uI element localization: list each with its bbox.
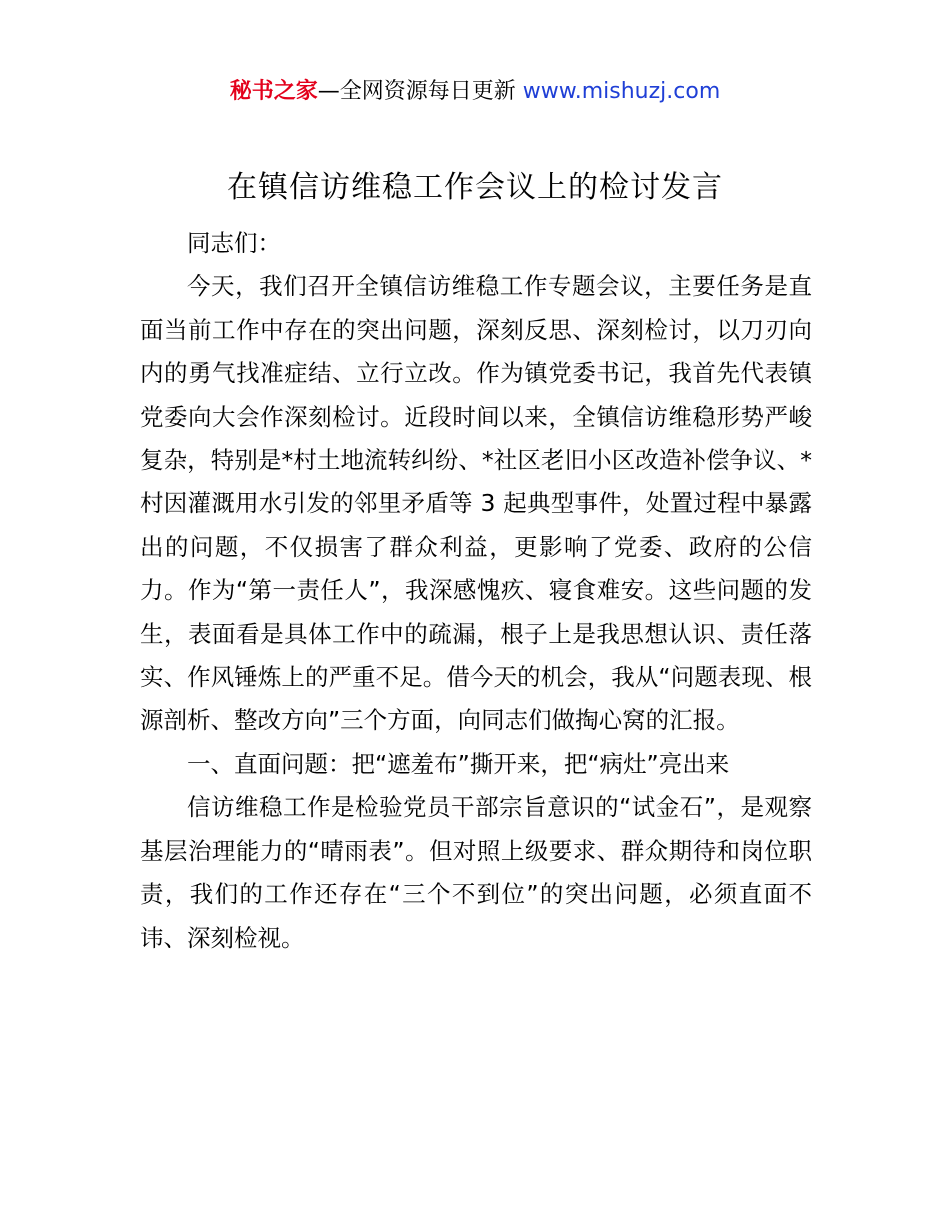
- paragraph-section-1: 信访维稳工作是检验党员干部宗旨意识的“试金石”，是观察基层治理能力的“晴雨表”。但对照上级要求、群众期待和岗位职责，我们的工作还存在“三个不到位”的突出问题，必须直面不讳、深刻检视。: [140, 793, 812, 952]
- salutation: 同志们：: [187, 229, 281, 257]
- document-title: 在镇信访维稳工作会议上的检讨发言: [227, 170, 723, 205]
- document-body: [140, 222, 812, 960]
- paragraph-intro: 今天，我们召开全镇信访维稳工作专题会议，主要任务是直面当前工作中存在的突出问题，深刻反思、深刻检讨，以刀刃向内的勇气找准症结、立行立改。作为镇党委书记，我首先代表镇党委向大会作深刻检讨。近段时间以来，全镇信访维稳形势严峻复杂，特别是*村土地流转纠纷、*社区老旧小区改造补偿争议、*村因灌溉用水引发的邻里矛盾等 3 起典型事件，处置过程中暴露出的问题，不仅损害了群众利益，更影响了党委、政府的公信力。作为“第一责任人”，我深感愧疚、寝食难安。这些问题的发生，表面看是具体工作中的疏漏，根子上是我思想认识、责任落实、作风锤炼上的严重不足。借今天的机会，我从“问题表现、根源剖析、整改方向”三个方面，向同志们做掏心窝的汇报。: [140, 272, 812, 735]
- section-heading-1: 一、直面问题：把“遮羞布”撕开来，把“病灶”亮出来: [187, 749, 730, 778]
- site-header: [0, 76, 950, 108]
- site-url-link[interactable]: www.mishuzj.com: [522, 79, 721, 104]
- site-brand: 秘书之家: [229, 79, 318, 104]
- site-tagline: —全网资源每日更新: [317, 79, 516, 104]
